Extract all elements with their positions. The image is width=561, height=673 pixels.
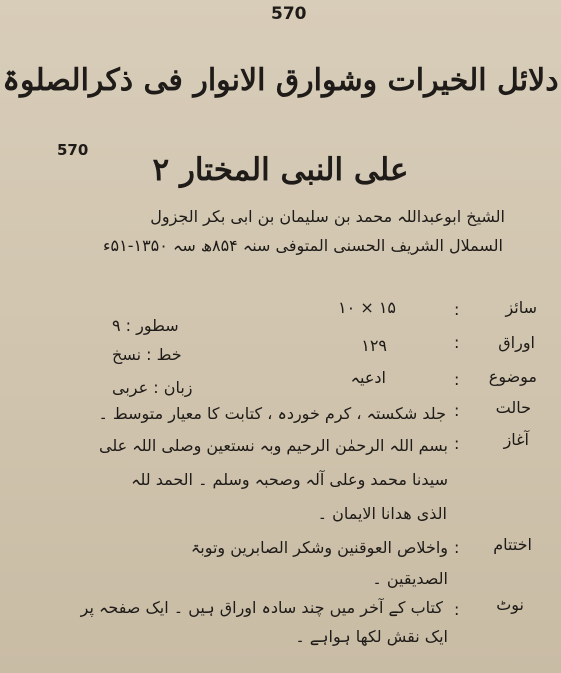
- title-line-1: دلائل الخیرات وشوارق الانوار فی ذکرالصلوۃ: [2, 63, 559, 98]
- explicit-line-1: واخلاص العوقنین وشکر الصابرین وتوبۃ: [190, 538, 448, 557]
- condition-value: جلد شکستہ ، کرم خوردہ ، کتابت کا معیار متوسط ۔: [98, 404, 446, 423]
- colon: :: [454, 600, 460, 619]
- label-explicit: اختتام: [493, 535, 532, 554]
- incipit-line-1: بسم اللہ الرحمٰن الرحیم وبہ نستعین وصلی اللہ علی: [99, 436, 448, 455]
- label-subject: موضوع: [488, 367, 537, 386]
- label-folios: اوراق: [498, 333, 535, 352]
- side-number: 570: [57, 141, 89, 159]
- colon: :: [454, 370, 460, 389]
- script-value: خط : نسخ: [112, 345, 182, 364]
- language-value: زبان : عربی: [112, 378, 193, 397]
- note-line-2: ایک نقش لکھا ہواہے ۔: [295, 627, 448, 646]
- author-line-2: السملال الشریف الحسنی المتوفی سنہ ۸۵۴ھ سہ ۱۳۵۰-۵۱ء: [102, 236, 503, 255]
- author-line-1: الشیخ ابوعبداللہ محمد بن سلیمان بن ابی بکر الجزول: [150, 207, 505, 226]
- label-incipit: آغاز: [503, 430, 529, 449]
- colon: :: [454, 538, 460, 557]
- label-condition: حالت: [495, 398, 531, 417]
- page-number: 570: [271, 4, 307, 24]
- title-line-2: علی النبی المختار ۲: [152, 152, 409, 188]
- size-value: ۱۰ × ۱۵: [338, 298, 396, 317]
- lines-value: سطور : ۹: [112, 316, 179, 335]
- label-size: سائز: [505, 298, 537, 317]
- explicit-line-2: الصدیقین ۔: [372, 569, 448, 588]
- folios-value: ۱۲۹: [361, 336, 387, 355]
- colon: :: [454, 401, 460, 420]
- colon: :: [454, 333, 460, 352]
- subject-value: ادعیہ: [350, 368, 386, 387]
- colon: :: [454, 434, 460, 453]
- colon: :: [454, 300, 460, 319]
- label-note: نوٹ: [496, 595, 524, 614]
- incipit-line-3: الذی ھدانا الایمان ۔: [317, 504, 447, 523]
- incipit-line-2: سیدنا محمد وعلی آلہ وصحبہ وسلم ۔ الحمد للہ: [131, 470, 448, 489]
- note-line-1: کتاب کے آخر میں چند سادہ اوراق ہیں ۔ ایک صفحہ پر: [80, 598, 443, 617]
